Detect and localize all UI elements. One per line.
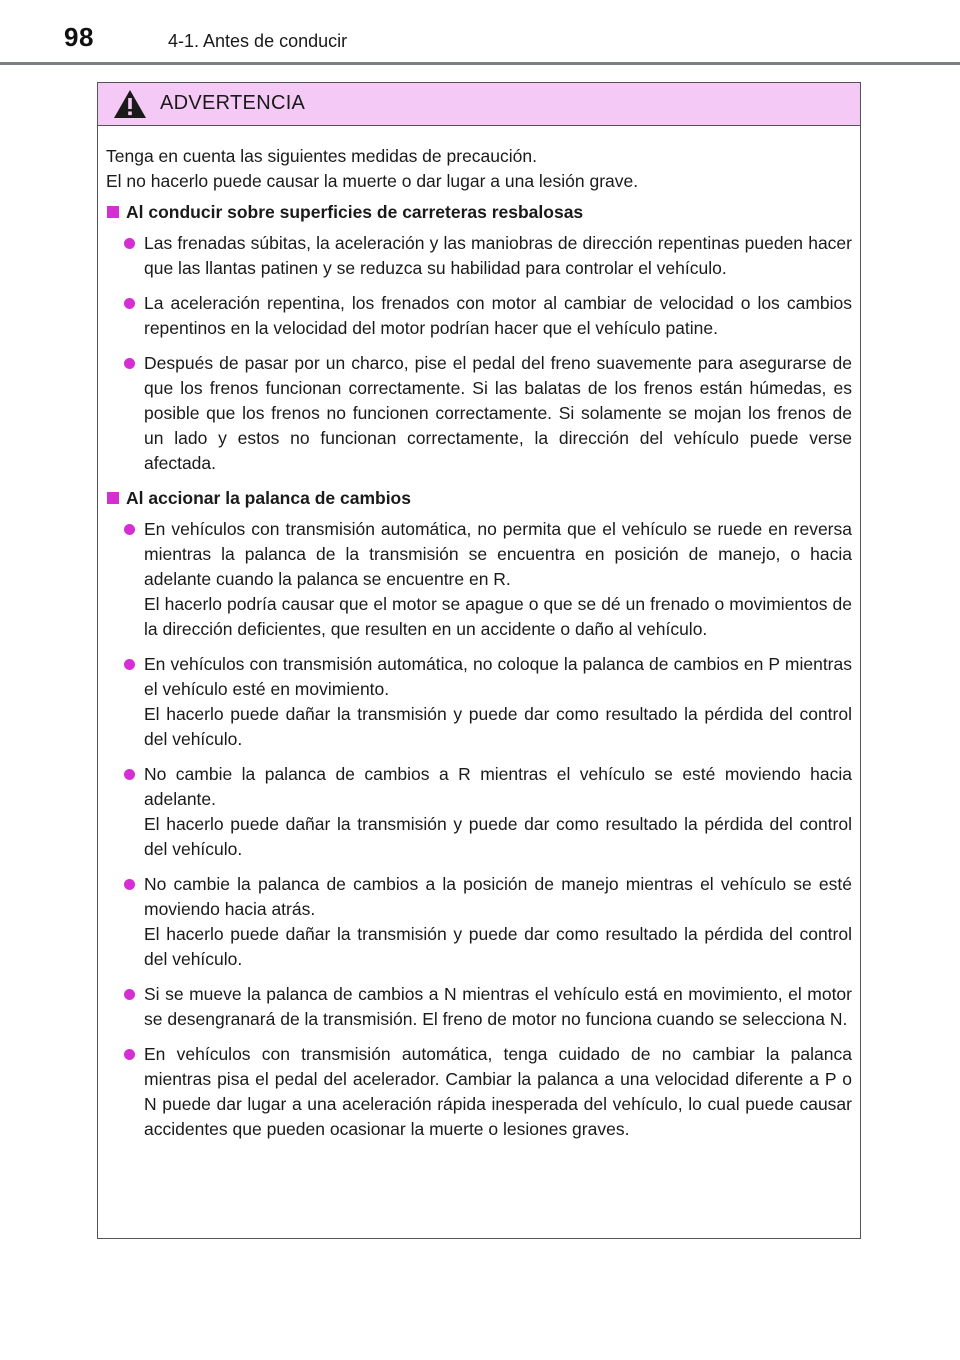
circle-bullet-icon xyxy=(124,238,135,249)
list-item-paragraph: El hacerlo puede dañar la transmisión y puede dar como resultado la pérdida del control del vehículo. xyxy=(144,924,852,969)
list-item-paragraph: En vehículos con transmisión automática, no permita que el vehículo se ruede en reversa mientras la palanca de la transmisión se encuentra en posición de manejo, o hacia adelante cuando la palanca se encuentre en R. xyxy=(144,519,852,589)
warning-intro xyxy=(106,144,852,194)
list-item-paragraph: No cambie la palanca de cambios a R mientras el vehículo se esté moviendo hacia adelante. xyxy=(144,764,852,809)
section-title: 4-1. Antes de conducir xyxy=(168,31,348,51)
warning-box xyxy=(97,82,861,1239)
list-item xyxy=(106,762,852,862)
list-item-paragraph: El hacerlo podría causar que el motor se apague o que se dé un frenado o movimientos de la dirección deficientes, que resulten en un accidente o daño al vehículo. xyxy=(144,594,852,639)
section-heading xyxy=(106,200,852,225)
list-item-paragraph: Después de pasar por un charco, pise el pedal del freno suavemente para asegurarse de que los frenos funcionan correctamente. Si las balatas de los frenos están húmedas, es posible que los frenos no funcionen correctamente. Si solamente se mojan los frenos de un lado y estos no funcionan correctamente, la dirección del vehículo puede verse afectada. xyxy=(144,353,852,473)
list-item-paragraph: En vehículos con transmisión automática, tenga cuidado de no cambiar la palanca mientras pisa el pedal del acelerador. Cambiar la palanca a una velocidad diferente a P o N puede dar lugar a una aceleración rápida inesperada del vehículo, lo cual puede causar accidentes que pueden ocasionar la muerte o lesiones graves. xyxy=(144,1044,852,1139)
list-item-paragraph: En vehículos con transmisión automática, no coloque la palanca de cambios en P mientras el vehículo esté en movimiento. xyxy=(144,654,852,699)
page-number: 98 xyxy=(64,22,94,52)
section-heading-text: Al conducir sobre superficies de carreteras resbalosas xyxy=(126,202,584,222)
list-item-paragraph: Si se mueve la palanca de cambios a N mientras el vehículo está en movimiento, el motor se desengranará de la transmisión. El freno de motor no funciona cuando se selecciona N. xyxy=(144,984,852,1029)
section-heading xyxy=(106,486,852,511)
circle-bullet-icon xyxy=(124,1049,135,1060)
circle-bullet-icon xyxy=(124,358,135,369)
list-item-paragraph: Las frenadas súbitas, la aceleración y las maniobras de dirección repentinas pueden hacer que las llantas patinen y se reduzca su habilidad para controlar el vehículo. xyxy=(144,233,852,278)
square-bullet-icon xyxy=(107,492,119,504)
intro-line: El no hacerlo puede causar la muerte o dar lugar a una lesión grave. xyxy=(106,171,639,191)
list-item xyxy=(106,1042,852,1142)
list-item xyxy=(106,872,852,972)
page-header xyxy=(0,0,960,66)
list-item-paragraph: El hacerlo puede dañar la transmisión y puede dar como resultado la pérdida del control del vehículo. xyxy=(144,704,852,749)
circle-bullet-icon xyxy=(124,769,135,780)
list-item xyxy=(106,652,852,752)
square-bullet-icon xyxy=(107,206,119,218)
header-divider xyxy=(0,62,960,65)
list-item xyxy=(106,291,852,341)
list-item xyxy=(106,231,852,281)
circle-bullet-icon xyxy=(124,298,135,309)
section-heading-text: Al accionar la palanca de cambios xyxy=(126,488,411,508)
warning-triangle-icon xyxy=(113,89,147,119)
list-item-paragraph: La aceleración repentina, los frenados con motor al cambiar de velocidad o los cambios repentinos en la velocidad del motor podrían hacer que el vehículo patine. xyxy=(144,293,852,338)
warning-header xyxy=(98,83,860,126)
list-item xyxy=(106,351,852,476)
circle-bullet-icon xyxy=(124,989,135,1000)
list-item-paragraph: El hacerlo puede dañar la transmisión y puede dar como resultado la pérdida del control del vehículo. xyxy=(144,814,852,859)
warning-body xyxy=(98,126,860,1142)
intro-line: Tenga en cuenta las siguientes medidas de precaución. xyxy=(106,146,537,166)
list-item-paragraph: No cambie la palanca de cambios a la posición de manejo mientras el vehículo se esté moviendo hacia atrás. xyxy=(144,874,852,919)
warning-title: ADVERTENCIA xyxy=(160,92,306,114)
list-item xyxy=(106,517,852,642)
circle-bullet-icon xyxy=(124,524,135,535)
list-item xyxy=(106,982,852,1032)
circle-bullet-icon xyxy=(124,659,135,670)
circle-bullet-icon xyxy=(124,879,135,890)
